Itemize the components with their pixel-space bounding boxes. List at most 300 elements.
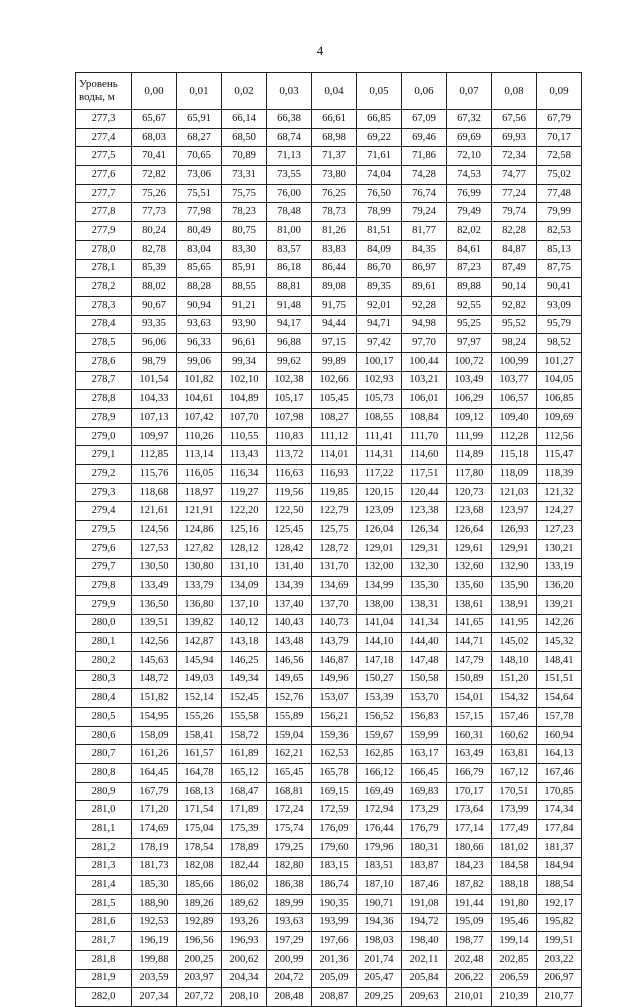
volume-cell: 191,80 bbox=[492, 894, 537, 913]
table-row bbox=[76, 352, 582, 371]
volume-cell: 97,42 bbox=[357, 334, 402, 353]
volume-cell: 90,41 bbox=[537, 278, 582, 297]
volume-cell: 157,46 bbox=[492, 708, 537, 727]
volume-cell: 148,41 bbox=[537, 651, 582, 670]
volume-cell: 155,58 bbox=[222, 708, 267, 727]
table-row bbox=[76, 222, 582, 241]
volume-cell: 118,68 bbox=[132, 483, 177, 502]
volume-cell: 179,96 bbox=[357, 838, 402, 857]
volume-cell: 192,89 bbox=[177, 913, 222, 932]
volume-cell: 69,93 bbox=[492, 128, 537, 147]
volume-cell: 66,61 bbox=[312, 110, 357, 129]
volume-cell: 69,69 bbox=[447, 128, 492, 147]
volume-cell: 102,10 bbox=[222, 371, 267, 390]
volume-cell: 210,01 bbox=[447, 988, 492, 1007]
water-level-cell: 281,9 bbox=[76, 969, 132, 988]
volume-cell: 183,87 bbox=[402, 857, 447, 876]
volume-cell: 89,61 bbox=[402, 278, 447, 297]
volume-cell: 209,25 bbox=[357, 988, 402, 1007]
volume-cell: 104,05 bbox=[537, 371, 582, 390]
volume-cell: 203,22 bbox=[537, 950, 582, 969]
volume-cell: 92,01 bbox=[357, 296, 402, 315]
volume-cell: 122,79 bbox=[312, 502, 357, 521]
volume-cell: 144,40 bbox=[402, 633, 447, 652]
volume-cell: 108,84 bbox=[402, 409, 447, 428]
water-level-cell: 277,6 bbox=[76, 166, 132, 185]
volume-cell: 81,26 bbox=[312, 222, 357, 241]
volume-cell: 149,96 bbox=[312, 670, 357, 689]
volume-cell: 158,41 bbox=[177, 726, 222, 745]
table-row bbox=[76, 577, 582, 596]
volume-cell: 81,51 bbox=[357, 222, 402, 241]
volume-cell: 166,12 bbox=[357, 764, 402, 783]
volume-cell: 195,46 bbox=[492, 913, 537, 932]
volume-cell: 204,72 bbox=[267, 969, 312, 988]
volume-cell: 100,17 bbox=[357, 352, 402, 371]
water-level-cell: 280,5 bbox=[76, 708, 132, 727]
volume-cell: 113,14 bbox=[177, 446, 222, 465]
volume-cell: 119,85 bbox=[312, 483, 357, 502]
volume-cell: 133,49 bbox=[132, 577, 177, 596]
column-header: 0,04 bbox=[312, 73, 357, 110]
volume-cell: 122,50 bbox=[267, 502, 312, 521]
volume-cell: 121,32 bbox=[537, 483, 582, 502]
volume-cell: 111,41 bbox=[357, 427, 402, 446]
table-row bbox=[76, 315, 582, 334]
volume-cell: 119,27 bbox=[222, 483, 267, 502]
water-level-cell: 282,0 bbox=[76, 988, 132, 1007]
volume-cell: 80,24 bbox=[132, 222, 177, 241]
volume-cell: 79,99 bbox=[537, 203, 582, 222]
volume-cell: 188,54 bbox=[537, 876, 582, 895]
volume-cell: 67,32 bbox=[447, 110, 492, 129]
volume-cell: 132,90 bbox=[492, 558, 537, 577]
volume-cell: 128,42 bbox=[267, 539, 312, 558]
volume-cell: 124,27 bbox=[537, 502, 582, 521]
volume-cell: 151,20 bbox=[492, 670, 537, 689]
volume-cell: 78,48 bbox=[267, 203, 312, 222]
volume-cell: 193,26 bbox=[222, 913, 267, 932]
volume-cell: 84,61 bbox=[447, 240, 492, 259]
volume-cell: 106,29 bbox=[447, 390, 492, 409]
volume-cell: 179,25 bbox=[267, 838, 312, 857]
volume-cell: 129,91 bbox=[492, 539, 537, 558]
table-row bbox=[76, 446, 582, 465]
volume-cell: 208,48 bbox=[267, 988, 312, 1007]
volume-cell: 188,90 bbox=[132, 894, 177, 913]
water-level-cell: 277,9 bbox=[76, 222, 132, 241]
volume-cell: 66,85 bbox=[357, 110, 402, 129]
volume-cell: 73,31 bbox=[222, 166, 267, 185]
volume-cell: 139,82 bbox=[177, 614, 222, 633]
volume-cell: 208,10 bbox=[222, 988, 267, 1007]
volume-cell: 70,41 bbox=[132, 147, 177, 166]
volume-cell: 134,99 bbox=[357, 577, 402, 596]
volume-cell: 160,94 bbox=[537, 726, 582, 745]
column-header: 0,06 bbox=[402, 73, 447, 110]
volume-cell: 162,21 bbox=[267, 745, 312, 764]
volume-cell: 198,03 bbox=[357, 932, 402, 951]
volume-cell: 86,44 bbox=[312, 259, 357, 278]
volume-cell: 157,78 bbox=[537, 708, 582, 727]
water-level-cell: 280,6 bbox=[76, 726, 132, 745]
volume-cell: 199,14 bbox=[492, 932, 537, 951]
volume-cell: 88,02 bbox=[132, 278, 177, 297]
volume-cell: 145,32 bbox=[537, 633, 582, 652]
table-row bbox=[76, 502, 582, 521]
table-header-row bbox=[76, 73, 582, 110]
volume-cell: 94,71 bbox=[357, 315, 402, 334]
volume-cell: 106,85 bbox=[537, 390, 582, 409]
water-level-cell: 277,5 bbox=[76, 147, 132, 166]
table-row bbox=[76, 465, 582, 484]
volume-cell: 124,86 bbox=[177, 521, 222, 540]
volume-cell: 199,51 bbox=[537, 932, 582, 951]
table-row bbox=[76, 147, 582, 166]
volume-cell: 190,35 bbox=[312, 894, 357, 913]
volume-cell: 142,26 bbox=[537, 614, 582, 633]
volume-cell: 68,50 bbox=[222, 128, 267, 147]
volume-cell: 110,26 bbox=[177, 427, 222, 446]
table-row bbox=[76, 259, 582, 278]
volume-cell: 207,34 bbox=[132, 988, 177, 1007]
volume-cell: 205,47 bbox=[357, 969, 402, 988]
volume-cell: 131,40 bbox=[267, 558, 312, 577]
volume-cell: 152,45 bbox=[222, 689, 267, 708]
volume-cell: 104,61 bbox=[177, 390, 222, 409]
volume-cell: 123,38 bbox=[402, 502, 447, 521]
volume-cell: 70,17 bbox=[537, 128, 582, 147]
volume-cell: 180,31 bbox=[402, 838, 447, 857]
volume-cell: 187,46 bbox=[402, 876, 447, 895]
volume-cell: 194,36 bbox=[357, 913, 402, 932]
table-row bbox=[76, 390, 582, 409]
volume-cell: 149,65 bbox=[267, 670, 312, 689]
volume-cell: 92,82 bbox=[492, 296, 537, 315]
volume-cell: 90,14 bbox=[492, 278, 537, 297]
volume-cell: 145,02 bbox=[492, 633, 537, 652]
volume-cell: 170,85 bbox=[537, 782, 582, 801]
volume-cell: 204,34 bbox=[222, 969, 267, 988]
table-row bbox=[76, 427, 582, 446]
volume-cell: 84,87 bbox=[492, 240, 537, 259]
volume-cell: 117,51 bbox=[402, 465, 447, 484]
volume-cell: 77,48 bbox=[537, 184, 582, 203]
water-level-cell: 279,6 bbox=[76, 539, 132, 558]
volume-cell: 91,48 bbox=[267, 296, 312, 315]
volume-cell: 117,22 bbox=[357, 465, 402, 484]
water-level-cell: 280,2 bbox=[76, 651, 132, 670]
volume-cell: 121,61 bbox=[132, 502, 177, 521]
volume-cell: 85,13 bbox=[537, 240, 582, 259]
volume-cell: 98,52 bbox=[537, 334, 582, 353]
volume-cell: 148,72 bbox=[132, 670, 177, 689]
volume-cell: 154,01 bbox=[447, 689, 492, 708]
volume-cell: 89,88 bbox=[447, 278, 492, 297]
table-row bbox=[76, 334, 582, 353]
water-level-cell: 281,5 bbox=[76, 894, 132, 913]
volume-cell: 169,15 bbox=[312, 782, 357, 801]
volume-cell: 111,12 bbox=[312, 427, 357, 446]
volume-cell: 175,74 bbox=[267, 820, 312, 839]
volume-cell: 99,34 bbox=[222, 352, 267, 371]
volume-cell: 183,15 bbox=[312, 857, 357, 876]
volume-cell: 107,42 bbox=[177, 409, 222, 428]
volume-cell: 95,52 bbox=[492, 315, 537, 334]
table-row bbox=[76, 782, 582, 801]
volume-cell: 77,24 bbox=[492, 184, 537, 203]
table-row bbox=[76, 539, 582, 558]
volume-cell: 194,72 bbox=[402, 913, 447, 932]
column-header: 0,09 bbox=[537, 73, 582, 110]
volume-cell: 104,89 bbox=[222, 390, 267, 409]
water-level-cell: 277,3 bbox=[76, 110, 132, 129]
volume-cell: 73,80 bbox=[312, 166, 357, 185]
volume-cell: 94,98 bbox=[402, 315, 447, 334]
volume-cell: 82,78 bbox=[132, 240, 177, 259]
volume-cell: 177,84 bbox=[537, 820, 582, 839]
table-row bbox=[76, 913, 582, 932]
volume-cell: 174,34 bbox=[537, 801, 582, 820]
table-row bbox=[76, 950, 582, 969]
volume-cell: 123,68 bbox=[447, 502, 492, 521]
water-level-cell: 281,8 bbox=[76, 950, 132, 969]
volume-cell: 89,08 bbox=[312, 278, 357, 297]
volume-cell: 65,67 bbox=[132, 110, 177, 129]
volume-cell: 137,70 bbox=[312, 595, 357, 614]
volume-cell: 176,44 bbox=[357, 820, 402, 839]
volume-cell: 197,29 bbox=[267, 932, 312, 951]
volume-cell: 112,85 bbox=[132, 446, 177, 465]
volume-cell: 203,97 bbox=[177, 969, 222, 988]
volume-cell: 127,53 bbox=[132, 539, 177, 558]
volume-cell: 186,38 bbox=[267, 876, 312, 895]
volume-cell: 156,52 bbox=[357, 708, 402, 727]
volume-cell: 169,83 bbox=[402, 782, 447, 801]
column-header: 0,02 bbox=[222, 73, 267, 110]
volume-cell: 147,48 bbox=[402, 651, 447, 670]
volume-cell: 129,01 bbox=[357, 539, 402, 558]
volume-cell: 202,11 bbox=[402, 950, 447, 969]
volume-cell: 126,64 bbox=[447, 521, 492, 540]
volume-cell: 96,06 bbox=[132, 334, 177, 353]
table-row bbox=[76, 483, 582, 502]
volume-cell: 172,24 bbox=[267, 801, 312, 820]
volume-cell: 135,60 bbox=[447, 577, 492, 596]
table-row bbox=[76, 184, 582, 203]
volume-cell: 192,53 bbox=[132, 913, 177, 932]
volume-cell: 112,56 bbox=[537, 427, 582, 446]
volume-cell: 134,09 bbox=[222, 577, 267, 596]
volume-cell: 162,85 bbox=[357, 745, 402, 764]
volume-cell: 196,19 bbox=[132, 932, 177, 951]
table-row bbox=[76, 110, 582, 129]
column-header: 0,05 bbox=[357, 73, 402, 110]
volume-cell: 119,56 bbox=[267, 483, 312, 502]
volume-cell: 187,82 bbox=[447, 876, 492, 895]
volume-cell: 114,60 bbox=[402, 446, 447, 465]
volume-cell: 130,21 bbox=[537, 539, 582, 558]
water-level-cell: 277,8 bbox=[76, 203, 132, 222]
volume-cell: 126,93 bbox=[492, 521, 537, 540]
water-level-cell: 279,0 bbox=[76, 427, 132, 446]
volume-cell: 79,24 bbox=[402, 203, 447, 222]
volume-cell: 79,49 bbox=[447, 203, 492, 222]
volume-cell: 88,55 bbox=[222, 278, 267, 297]
volume-cell: 76,50 bbox=[357, 184, 402, 203]
page-number: 4 bbox=[316, 43, 324, 58]
volume-cell: 101,82 bbox=[177, 371, 222, 390]
volume-cell: 210,39 bbox=[492, 988, 537, 1007]
volume-cell: 161,57 bbox=[177, 745, 222, 764]
volume-cell: 65,91 bbox=[177, 110, 222, 129]
volume-cell: 98,79 bbox=[132, 352, 177, 371]
volume-cell: 86,18 bbox=[267, 259, 312, 278]
volume-cell: 114,89 bbox=[447, 446, 492, 465]
volume-cell: 122,20 bbox=[222, 502, 267, 521]
volume-cell: 188,18 bbox=[492, 876, 537, 895]
volume-cell: 148,10 bbox=[492, 651, 537, 670]
volume-cell: 159,67 bbox=[357, 726, 402, 745]
volume-cell: 97,70 bbox=[402, 334, 447, 353]
volume-cell: 111,70 bbox=[402, 427, 447, 446]
volume-cell: 90,67 bbox=[132, 296, 177, 315]
volume-cell: 156,21 bbox=[312, 708, 357, 727]
volume-cell: 179,60 bbox=[312, 838, 357, 857]
volume-cell: 127,82 bbox=[177, 539, 222, 558]
volume-cell: 105,45 bbox=[312, 390, 357, 409]
volume-cell: 175,04 bbox=[177, 820, 222, 839]
column-header: 0,07 bbox=[447, 73, 492, 110]
volume-cell: 146,56 bbox=[267, 651, 312, 670]
column-header: 0,08 bbox=[492, 73, 537, 110]
volume-cell: 205,09 bbox=[312, 969, 357, 988]
volume-cell: 154,32 bbox=[492, 689, 537, 708]
table-row bbox=[76, 876, 582, 895]
volume-cell: 206,97 bbox=[537, 969, 582, 988]
table-row bbox=[76, 595, 582, 614]
volume-cell: 91,21 bbox=[222, 296, 267, 315]
volume-cell: 161,89 bbox=[222, 745, 267, 764]
volume-cell: 142,87 bbox=[177, 633, 222, 652]
volume-cell: 97,97 bbox=[447, 334, 492, 353]
volume-cell: 164,13 bbox=[537, 745, 582, 764]
volume-cell: 170,17 bbox=[447, 782, 492, 801]
water-level-cell: 279,2 bbox=[76, 465, 132, 484]
water-level-cell: 280,3 bbox=[76, 670, 132, 689]
volume-cell: 132,60 bbox=[447, 558, 492, 577]
volume-cell: 134,39 bbox=[267, 577, 312, 596]
volume-cell: 84,09 bbox=[357, 240, 402, 259]
volume-cell: 74,28 bbox=[402, 166, 447, 185]
volume-cell: 198,40 bbox=[402, 932, 447, 951]
volume-cell: 120,73 bbox=[447, 483, 492, 502]
water-level-cell: 281,3 bbox=[76, 857, 132, 876]
volume-cell: 71,37 bbox=[312, 147, 357, 166]
table-row bbox=[76, 689, 582, 708]
volume-cell: 189,99 bbox=[267, 894, 312, 913]
volume-cell: 105,17 bbox=[267, 390, 312, 409]
volume-cell: 163,17 bbox=[402, 745, 447, 764]
volume-cell: 94,17 bbox=[267, 315, 312, 334]
volume-cell: 125,45 bbox=[267, 521, 312, 540]
volume-cell: 100,44 bbox=[402, 352, 447, 371]
column-header: 0,00 bbox=[132, 73, 177, 110]
volume-cell: 106,01 bbox=[402, 390, 447, 409]
water-level-cell: 278,5 bbox=[76, 334, 132, 353]
table-row bbox=[76, 969, 582, 988]
volume-cell: 69,22 bbox=[357, 128, 402, 147]
volume-cell: 184,94 bbox=[537, 857, 582, 876]
volume-cell: 182,08 bbox=[177, 857, 222, 876]
volume-cell: 100,99 bbox=[492, 352, 537, 371]
volume-cell: 171,89 bbox=[222, 801, 267, 820]
volume-cell: 196,93 bbox=[222, 932, 267, 951]
table-body bbox=[76, 110, 582, 1007]
table-row bbox=[76, 708, 582, 727]
volume-cell: 207,72 bbox=[177, 988, 222, 1007]
volume-cell: 129,61 bbox=[447, 539, 492, 558]
volume-cell: 154,95 bbox=[132, 708, 177, 727]
volume-cell: 190,71 bbox=[357, 894, 402, 913]
volume-cell: 115,18 bbox=[492, 446, 537, 465]
column-header-water-level: Уровень воды, м bbox=[76, 73, 132, 110]
volume-cell: 72,34 bbox=[492, 147, 537, 166]
volume-cell: 116,93 bbox=[312, 465, 357, 484]
volume-cell: 140,73 bbox=[312, 614, 357, 633]
table-row bbox=[76, 240, 582, 259]
table-row bbox=[76, 128, 582, 147]
volume-cell: 70,89 bbox=[222, 147, 267, 166]
column-header: 0,03 bbox=[267, 73, 312, 110]
volume-cell: 103,21 bbox=[402, 371, 447, 390]
volume-cell: 150,89 bbox=[447, 670, 492, 689]
volume-cell: 167,46 bbox=[537, 764, 582, 783]
volume-cell: 109,69 bbox=[537, 409, 582, 428]
volume-cell: 104,33 bbox=[132, 390, 177, 409]
volume-cell: 167,79 bbox=[132, 782, 177, 801]
water-level-cell: 279,3 bbox=[76, 483, 132, 502]
volume-cell: 130,50 bbox=[132, 558, 177, 577]
volume-cell: 182,44 bbox=[222, 857, 267, 876]
volume-cell: 141,34 bbox=[402, 614, 447, 633]
volume-cell: 103,77 bbox=[492, 371, 537, 390]
water-level-cell: 281,6 bbox=[76, 913, 132, 932]
volume-cell: 149,03 bbox=[177, 670, 222, 689]
volume-cell: 73,55 bbox=[267, 166, 312, 185]
volume-cell: 107,13 bbox=[132, 409, 177, 428]
volume-cell: 165,45 bbox=[267, 764, 312, 783]
volume-cell: 78,23 bbox=[222, 203, 267, 222]
table-row bbox=[76, 633, 582, 652]
table-row bbox=[76, 932, 582, 951]
volume-cell: 144,10 bbox=[357, 633, 402, 652]
volume-cell: 125,75 bbox=[312, 521, 357, 540]
volume-cell: 162,53 bbox=[312, 745, 357, 764]
volume-cell: 76,00 bbox=[267, 184, 312, 203]
volume-cell: 88,81 bbox=[267, 278, 312, 297]
volume-cell: 68,98 bbox=[312, 128, 357, 147]
volume-cell: 99,89 bbox=[312, 352, 357, 371]
volume-cell: 110,83 bbox=[267, 427, 312, 446]
volume-cell: 120,15 bbox=[357, 483, 402, 502]
volume-cell: 168,47 bbox=[222, 782, 267, 801]
volume-cell: 173,29 bbox=[402, 801, 447, 820]
volume-cell: 74,77 bbox=[492, 166, 537, 185]
volume-cell: 71,86 bbox=[402, 147, 447, 166]
volume-cell: 67,09 bbox=[402, 110, 447, 129]
volume-cell: 166,45 bbox=[402, 764, 447, 783]
